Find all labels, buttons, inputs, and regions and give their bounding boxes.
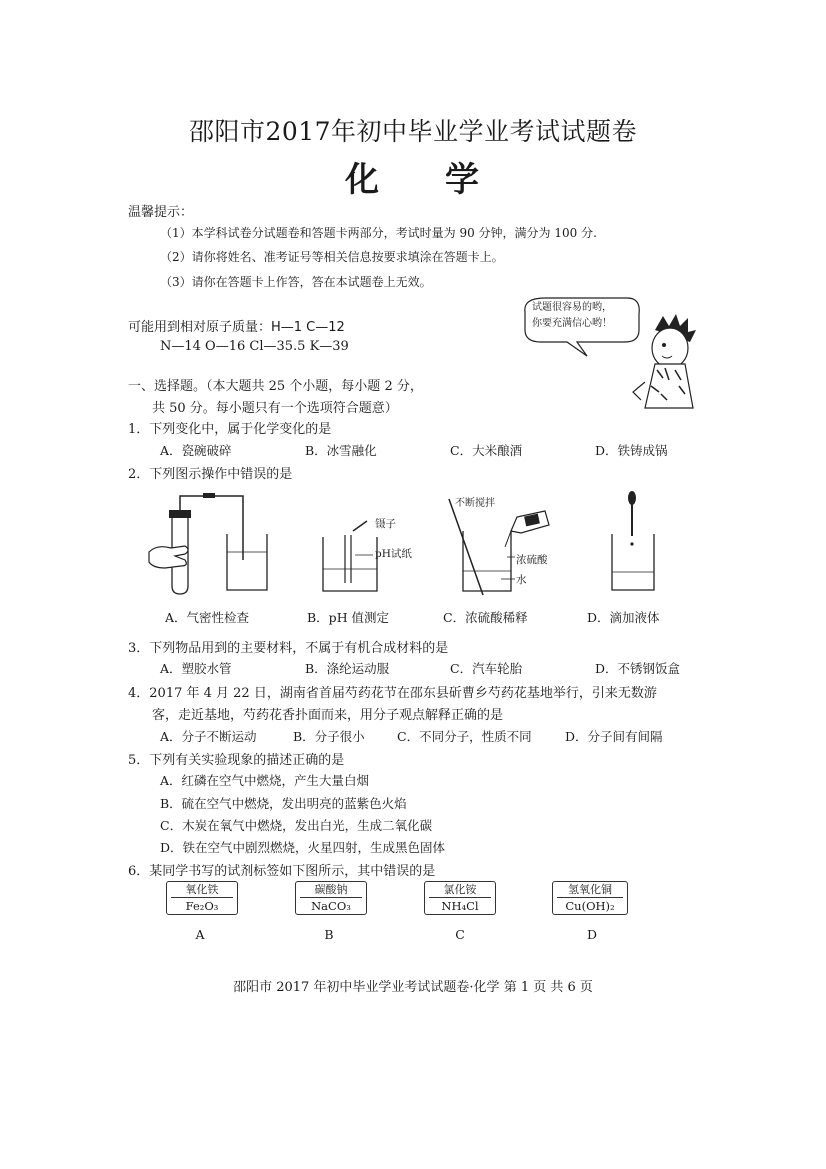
question-4-stem-line-2: 客，走近基地，芍药花香扑面而来，用分子观点解释正确的是	[152, 708, 504, 723]
figure-c-acid-dilution	[445, 495, 555, 600]
section-1-heading: 一、选择题。（本大题共 25 个小题，每小题 2 分，	[128, 379, 423, 394]
question-4-option-a: A．分子不断运动	[160, 729, 257, 744]
question-5-option-d: D．铁在空气中剧烈燃烧，火星四射，生成黑色固体	[160, 840, 446, 855]
reagent-letter-c: C	[455, 927, 465, 942]
tips-heading: 温馨提示：	[128, 205, 194, 220]
question-5-option-c: C．木炭在氧气中燃烧，发出白光，生成二氧化碳	[160, 818, 433, 833]
question-3-option-b: B．涤纶运动服	[305, 661, 390, 676]
figure-b-label-ph-paper: pH试纸	[375, 548, 412, 560]
question-4-option-c: C．不同分子，性质不同	[397, 729, 532, 744]
reagent-label-d	[552, 881, 628, 915]
figure-a-airtightness-check	[145, 490, 275, 600]
figure-b-ph-measurement	[315, 525, 405, 600]
tip-2: （2）请你将姓名、准考证号等相关信息按要求填涂在答题卡上。	[160, 250, 504, 264]
figure-b-label-tweezers: 镊子	[375, 518, 396, 530]
question-5-option-a: A．红磷在空气中燃烧，产生大量白烟	[160, 773, 370, 788]
question-1-stem: 1．下列变化中，属于化学变化的是	[128, 422, 332, 437]
question-4-stem-line-1: 4．2017 年 4 月 22 日，湖南省首届芍药花节在邵东县斫曹乡芍药花基地举行，引来无数游	[128, 686, 657, 701]
question-4-option-b: B．分子很小	[293, 729, 365, 744]
question-3-option-d: D．不锈钢饭盒	[595, 661, 681, 676]
reagent-letter-d: D	[586, 927, 598, 942]
page-title: 邵阳市2017年初中毕业学业考试试题卷	[188, 117, 638, 146]
tip-1: （1）本学科试卷分试题卷和答题卡两部分，考试时量为 90 分钟，满分为 100 分.	[160, 226, 597, 240]
reagent-letter-a: A	[195, 927, 205, 942]
reagent-label-c	[424, 881, 496, 915]
question-4-option-d: D．分子间有间隔	[565, 729, 663, 744]
reagent-letter-b: B	[324, 927, 334, 942]
figure-c-label-water: 水	[516, 574, 527, 586]
speech-bubble-line-1: 试题很容易的哟，	[532, 302, 612, 313]
reagent-label-a-formula: Fe₂O₃	[185, 899, 219, 913]
figure-c-label-stir: 不断搅拌	[455, 498, 495, 509]
question-5-stem: 5．下列有关实验现象的描述正确的是	[128, 753, 345, 768]
section-1-heading-cont: 共 50 分。每小题只有一个选项符合题意）	[152, 401, 398, 416]
speech-bubble-line-2: 你要充满信心哟！	[532, 318, 612, 329]
subject-char-2: 学	[445, 160, 481, 200]
atomic-masses-line-1: 可能用到相对原子质量：H—1 C—12	[128, 320, 345, 335]
question-1-option-d: D．铁铸成锅	[595, 443, 668, 458]
reagent-label-b	[295, 881, 367, 915]
reagent-label-a	[166, 881, 238, 915]
reagent-label-c-name: 氯化铵	[429, 882, 491, 898]
reagent-label-c-formula: NH₄Cl	[441, 899, 479, 913]
figure-d-dropper	[600, 490, 670, 600]
question-3-option-a: A．塑胶水管	[160, 661, 232, 676]
reagent-label-b-name: 碳酸钠	[300, 882, 362, 898]
question-1-option-b: B．冰雪融化	[305, 443, 377, 458]
question-2-stem: 2．下列图示操作中错误的是	[128, 467, 293, 482]
figure-c-label-acid: 浓硫酸	[516, 554, 548, 566]
question-3-stem: 3．下列物品用到的主要材料，不属于有机合成材料的是	[128, 641, 449, 656]
question-6-stem: 6．某同学书写的试剂标签如下图所示，其中错误的是	[128, 864, 436, 879]
reagent-label-d-formula: Cu(OH)₂	[565, 899, 615, 913]
tip-3: （3）请你在答题卡上作答，答在本试题卷上无效。	[160, 275, 432, 289]
question-5-option-b: B．硫在空气中燃烧，发出明亮的蓝紫色火焰	[160, 796, 407, 811]
question-2-option-c: C．浓硫酸稀释	[443, 610, 528, 625]
question-1-option-c: C．大米酿酒	[450, 443, 523, 458]
reagent-label-b-formula: NaCO₃	[311, 899, 351, 913]
page-footer: 邵阳市 2017 年初中毕业学业考试试题卷·化学 第 1 页 共 6 页	[233, 980, 593, 995]
subject-char-1: 化	[345, 160, 381, 200]
subject-title	[0, 152, 826, 201]
question-2-option-a: A．气密性检查	[165, 610, 250, 625]
atomic-masses-line-2: N—14 O—16 Cl—35.5 K—39	[160, 339, 349, 354]
reagent-label-d-name: 氢氧化铜	[557, 882, 623, 898]
reagent-label-a-name: 氧化铁	[171, 882, 233, 898]
question-2-option-d: D．滴加液体	[587, 610, 660, 625]
question-2-option-b: B．pH 值测定	[307, 610, 390, 625]
question-1-option-a: A．瓷碗破碎	[160, 443, 232, 458]
question-3-option-c: C．汽车轮胎	[450, 661, 523, 676]
